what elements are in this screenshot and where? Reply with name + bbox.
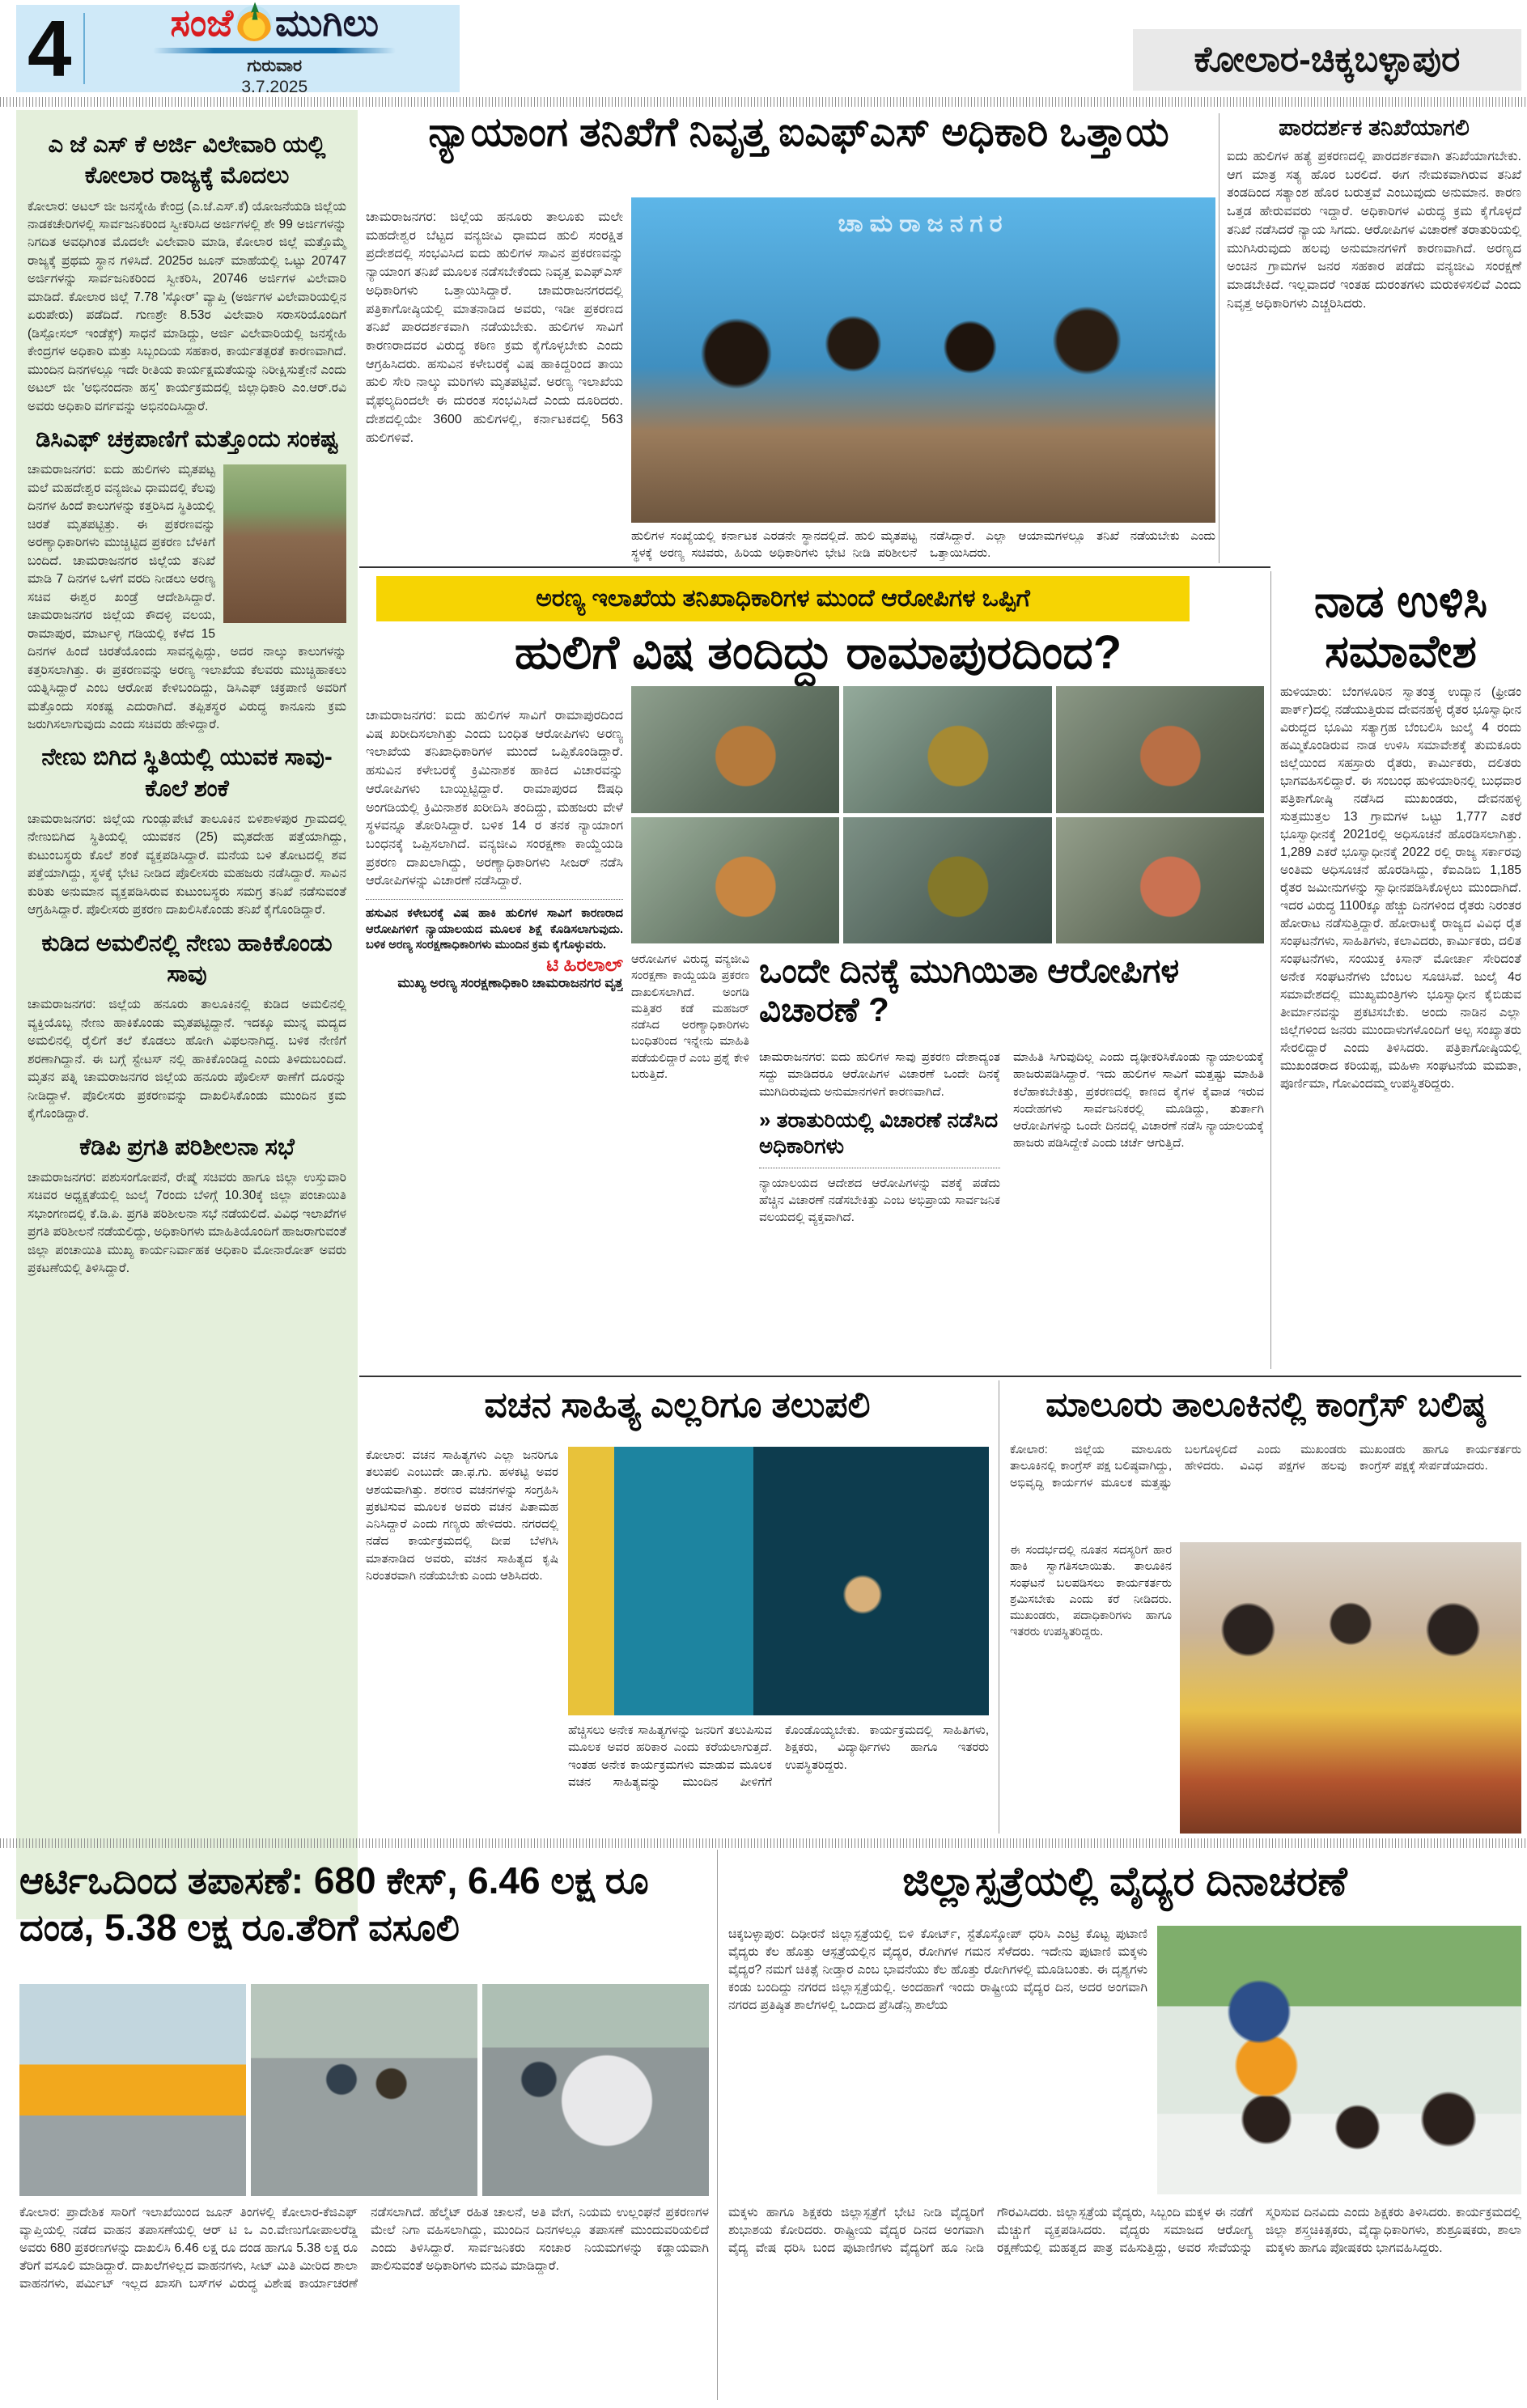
story1-headline: ಎ ಜೆ ಎಸ್ ಕೆ ಅರ್ಜಿ ವಿಲೇವಾರಿ ಯಲ್ಲಿ ಕೋಲಾರ ರಾಜ್ಯಕ್ಕೆ ಮೊದಲು xyxy=(48,132,326,189)
main-headline: ನ್ಯಾಯಾಂಗ ತನಿಖೆಗೆ ನಿವೃತ್ತ ಐಎಫ್ಎಸ್ ಅಧಿಕಾರಿ ಒತ್ತಾಯ xyxy=(428,109,1169,155)
tiger-photo-1 xyxy=(631,686,839,813)
rto-headline: ಆರ್ಟಿಒದಿಂದ ತಪಾಸಣೆ: 680 ಕೇಸ್, 6.46 ಲಕ್ಷ ರೂ ದಂಡ, 5.38 ಲಕ್ಷ ರೂ.ತೆರಿಗೆ ವಸೂಲಿ xyxy=(19,1859,649,1948)
bottom-section-rule xyxy=(0,1838,1527,1848)
page-number: 4 xyxy=(28,4,72,93)
story1-body: ಕೋಲಾರ: ಅಟಲ್ ಜೀ ಜನಸ್ನೇಹಿ ಕೇಂದ್ರ (ಎ.ಜೆ.ಎಸ್.ಕೆ) ಯೋಜನೆಯಡಿ ಜಿಲ್ಲೆಯ ನಾಡಕಚೇರಿಗಳಲ್ಲಿ ಸಾರ್ವಜನಿಕರಿಂದ ಸ್ವೀಕರಿಸಿದ ಅರ್ಜಿಗಳಲ್ಲಿ ಶೇ 99 ಅರ್ಜಿಗಳನ್ನು ನಿಗದಿತ ಅವಧಿಗಿಂತ ಮೊದಲೇ ವಿಲೇವಾರಿ ಮಾಡಿ, ಕೋಲಾರ ಜಿಲ್ಲೆ ಮತ್ತೊಮ್ಮೆ ರಾಜ್ಯಕ್ಕೆ ಪ್ರಥಮ ಸ್ಥಾನ ಗಳಿಸಿದೆ. 2025ರ ಜೂನ್ ಮಾಹೆಯಲ್ಲಿ ಒಟ್ಟು 20747 ಅರ್ಜಿಗಳನ್ನು ಸಾರ್ವಜನಿಕರಿಂದ ಸ್ವೀಕರಿಸಿ, 20746 ಅರ್ಜಿಗಳ ವಿಲೇವಾರಿ ಮಾಡಿದೆ. ಕೋಲಾರ ಜಿಲ್ಲೆ 7.78 'ಸ್ಕೋರ್' ವ್ಯಾಪ್ತಿ (ಅರ್ಜಿಗಳ ವಿಲೇವಾರಿಯಲ್ಲಿನ ಏರುಪೇರು) ಪಡೆದಿದೆ. ಗುಣಶ್ರೇ 8.53ರ ವಿಲೇವಾರಿ ಸರಾಸರಿಯೊಂದಿಗೆ (ಡಿಸ್ಪೋಸಲ್ ಇಂಡೆಕ್ಸ್) ಸಾಧನೆ ಮಾಡಿದ್ದು, ಅರ್ಜಿ ವಿಲೇವಾರಿಯಲ್ಲಿ ಜನಸ್ನೇಹಿ ಕೇಂದ್ರಗಳ ಅಧಿಕಾರಿ ಮತ್ತು ಸಿಬ್ಬಂದಿಯ ಸಹಕಾರ, ಕಾರ್ಯತತ್ಪರತೆ ಕಾರಣವಾಗಿದೆ. ಮುಂದಿನ ದಿನಗಳಲ್ಲೂ ಇದೇ ರೀತಿಯ ಕಾರ್ಯಕ್ಷಮತೆಯನ್ನು ನಿರೀಕ್ಷಿಸುತ್ತೇನೆ ಎಂದು ಅಟಲ್ ಜೀ 'ಅಭಿನಂದನಾ ಹಸ್ತ' ಕಾರ್ಯಕ್ರಮದಲ್ಲಿ ಜಿಲ್ಲಾಧಿಕಾರಿ ಎಂ.ಆರ್.ರವಿ ಅವರು ಅಧಿಕಾರಿ ವರ್ಗವನ್ನು ಅಭಿನಂದಿಸಿದ್ದಾರೆ. xyxy=(28,199,346,413)
header-rule xyxy=(0,97,1527,107)
tiger-byline: ಟಿ ಹಿರಲಾಲ್ xyxy=(546,953,623,975)
tiger-quote: ಹಸುವಿನ ಕಳೇಬರಕ್ಕೆ ವಿಷ ಹಾಕಿ ಹುಲಿಗಳ ಸಾವಿಗೆ ಕಾರಣರಾದ ಆರೋಪಿಗಳಿಗೆ ನ್ಯಾಯಾಲಯದ ಮೂಲಕ ಶಿಕ್ಷೆ ಕೊಡಿಸಲಾಗುವುದು. ಬಳಿಕ ಅರಣ್ಯ ಸಂರಕ್ಷಣಾಧಿಕಾರಿಗಳು ಮುಂದಿನ ಕ್ರಮ ಕೈಗೊಳ್ಳುವರು. xyxy=(366,907,623,952)
tiger-photo-2 xyxy=(843,686,1051,813)
garlanded-leaders-photo xyxy=(1180,1542,1521,1834)
masthead-divider xyxy=(83,13,85,84)
tiger-body-col1: ಚಾಮರಾಜನಗರ: ಐದು ಹುಲಿಗಳ ಸಾವಿಗೆ ರಾಮಾಪುರದಿಂದ ವಿಷ ಖರೀದಿಸಲಾಗಿತ್ತು ಎಂದು ಬಂಧಿತ ಆರೋಪಿಗಳು ಅರಣ್ಯ ಇಲಾಖೆಯ ತನಿಖಾಧಿಕಾರಿಗಳ ಮುಂದೆ ಒಪ್ಪಿಕೊಂಡಿದ್ದಾರೆ. ಹಸುವಿನ ಕಳೇಬರಕ್ಕೆ ಕ್ರಿಮಿನಾಶಕ ಹಾಕಿದ ವಿಚಾರವನ್ನು ಆರೋಪಿಗಳು ಬಾಯ್ಬಿಟ್ಟಿದ್ದಾರೆ. ರಾಮಾಪುರದ ಔಷಧಿ ಅಂಗಡಿಯಲ್ಲಿ ಕ್ರಿಮಿನಾಶಕ ಖರೀದಿಸಿ ತಂದಿದ್ದು, ಮಹಜರು ವೇಳೆ ಸ್ಥಳವನ್ನೂ ತೋರಿಸಿದ್ದಾರೆ. ಬಳಿಕ 14 ರ ತನಕ ನ್ಯಾಯಾಂಗ ಬಂಧನಕ್ಕೆ ಒಪ್ಪಿಸಲಾಗಿದೆ. ವನ್ಯಜೀವಿ ಸಂರಕ್ಷಣಾ ಕಾಯ್ದೆಯಡಿ ಪ್ರಕರಣ ದಾಖಲಾಗಿದ್ದು, ಅರಣ್ಯಾಧಿಕಾರಿಗಳು ಸೀಜರ್ ನಡೆಸಿ ಆರೋಪಿಗಳನ್ನು ವಿಚಾರಣೆ ನಡೆಸಿದ್ದಾರೆ. xyxy=(366,709,623,888)
paper-title-red: ಸಂಜೆ xyxy=(170,1,234,44)
vachana-body-under: ಹೆಚ್ಚಿಸಲು ಅನೇಕ ಸಾಹಿತ್ಯಗಳನ್ನು ಜನರಿಗೆ ತಲುಪಿಸುವ ಮೂಲಕ ಅವರ ಹರಿಕಾರ ಎಂದು ಕರೆಯಲಾಗುತ್ತದೆ. ಇಂತಹ ಅನೇಕ ಕಾರ್ಯಕ್ರಮಗಳು ಮಾಡುವ ಮೂಲಕ ವಚನ ಸಾಹಿತ್ಯವನ್ನು ಮುಂದಿನ ಪೀಳಿಗೆಗೆ ಕೊಂಡೊಯ್ಯಬೇಕು. ಕಾರ್ಯಕ್ರಮದಲ್ಲಿ ಸಾಹಿತಿಗಳು, ಶಿಕ್ಷಕರು, ವಿದ್ಯಾರ್ಥಿಗಳು ಹಾಗೂ ಇತರರು ಉಪಸ್ಥಿತರಿದ್ದರು. xyxy=(568,1723,989,1789)
masthead-title-block xyxy=(96,1,453,97)
doctors-body-more: ಮಕ್ಕಳು ಹಾಗೂ ಶಿಕ್ಷಕರು ಜಿಲ್ಲಾಸ್ಪತ್ರೆಗೆ ಭೇಟಿ ನೀಡಿ ವೈದ್ಯರಿಗೆ ಶುಭಾಶಯ ಕೋರಿದರು. ರಾಷ್ಟ್ರೀಯ ವೈದ್ಯರ ದಿನದ ಅಂಗವಾಗಿ ವೈದ್ಯ ವೇಷ ಧರಿಸಿ ಬಂದ ಪುಟಾಣಿಗಳು ವೈದ್ಯರಿಗೆ ಹೂ ನೀಡಿ ಗೌರವಿಸಿದರು. ಜಿಲ್ಲಾಸ್ಪತ್ರೆಯ ವೈದ್ಯರು, ಸಿಬ್ಬಂದಿ ಮಕ್ಕಳ ಈ ನಡೆಗೆ ಮೆಚ್ಚುಗೆ ವ್ಯಕ್ತಪಡಿಸಿದರು. ವೈದ್ಯರು ಸಮಾಜದ ಆರೋಗ್ಯ ರಕ್ಷಣೆಯಲ್ಲಿ ಮಹತ್ವದ ಪಾತ್ರ ವಹಿಸುತ್ತಿದ್ದು, ಅವರ ಸೇವೆಯನ್ನು ಸ್ಮರಿಸುವ ದಿನವಿದು ಎಂದು ಶಿಕ್ಷಕರು ತಿಳಿಸಿದರು. ಕಾರ್ಯಕ್ರಮದಲ್ಲಿ ಜಿಲ್ಲಾ ಶಸ್ತ್ರಚಿಕಿತ್ಸಕರು, ವೈದ್ಯಾಧಿಕಾರಿಗಳು, ಶುಶ್ರೂಷಕರು, ಶಾಲಾ ಮಕ್ಕಳು ಹಾಗೂ ಪೋಷಕರು ಭಾಗವಹಿಸಿದ್ದರು. xyxy=(728,2206,1521,2255)
tiger-body-sub2a: ಚಾಮರಾಜನಗರ: ಐದು ಹುಲಿಗಳ ಸಾವು ಪ್ರಕರಣ ದೇಶಾದ್ಯಂತ ಸದ್ದು ಮಾಡಿದರೂ ಆರೋಪಿಗಳ ವಿಚಾರಣೆ ಒಂದೇ ದಿನಕ್ಕೆ ಮುಗಿದಿರುವುದು ಅನುಮಾನಗಳಿಗೆ ಕಾರಣವಾಗಿದೆ. xyxy=(759,1050,1000,1099)
story3-headline: ನೇಣು ಬಿಗಿದ ಸ್ಥಿತಿಯಲ್ಲಿ ಯುವಕ ಸಾವು- ಕೊಲೆ ಶಂಕೆ xyxy=(41,744,333,802)
tiger-carcass-photo-grid xyxy=(631,686,1264,943)
story4-headline: ಕುಡಿದ ಅಮಲಿನಲ್ಲಿ ನೇಣು ಹಾಕಿಕೊಂಡು ಸಾವು xyxy=(41,930,333,988)
tiger-photo-3 xyxy=(1056,686,1264,813)
naada-headline: ನಾಡ ಉಳಿಸಿ ಸಮಾವೇಶ xyxy=(1313,576,1488,676)
story2-body-wrap xyxy=(28,461,346,734)
press-meet-photo xyxy=(631,197,1215,523)
maluru-body-side: ಈ ಸಂದರ್ಭದಲ್ಲಿ ನೂತನ ಸದಸ್ಯರಿಗೆ ಹಾರ ಹಾಕಿ ಸ್ವಾಗತಿಸಲಾಯಿತು. ತಾಲೂಕಿನ ಸಂಘಟನೆ ಬಲಪಡಿಸಲು ಕಾರ್ಯಕರ್ತರು ಶ್ರಮಿಸಬೇಕು ಎಂದು ಕರೆ ನೀಡಿದರು. ಮುಖಂಡರು, ಪದಾಧಿಕಾರಿಗಳು ಹಾಗೂ ಇತರರು ಉಪಸ್ಥಿತರಿದ್ದರು. xyxy=(1010,1544,1172,1639)
doctors-body-col1: ಚಿಕ್ಕಬಳ್ಳಾಪುರ: ದಿಢೀರನೆ ಜಿಲ್ಲಾಸ್ಪತ್ರೆಯಲ್ಲಿ ಬಿಳಿ ಕೋರ್ಟ್, ಸ್ಟೆತೊಸ್ಕೋಪ್ ಧರಿಸಿ ಎಂಟ್ರಿ ಕೊಟ್ಟ ಪುಟಾಣಿ ವೈದ್ಯರು ಕೆಲ ಹೊತ್ತು ಆಸ್ಪತ್ರೆಯಲ್ಲಿನ ವೈದ್ಯರ, ರೋಗಿಗಳ ಗಮನ ಸೆಳೆದರು. ಇದೇನು ಪುಟಾಣಿ ಮಕ್ಕಳು ವೈದ್ಯರ? ನಮಗೆ ಚಿಕಿತ್ಸೆ ನೀಡ್ತಾರ ಎಂಬ ಭಾವನೆಯು ಕೆಲ ಹೊತ್ತು ರೋಗಿಗಳಲ್ಲಿ ಮೂಡಿಬಂತು. ಈ ದೃಶ್ಯಗಳು ಕಂಡು ಬಂದಿದ್ದು ನಗರದ ಜಿಲ್ಲಾಸ್ಪತ್ರೆಯಲ್ಲಿ. ಅಂದಹಾಗೆ ಇಂದು ರಾಷ್ಟ್ರೀಯ ವೈದ್ಯರ ದಿನ, ಅದರ ಅಂಗವಾಗಿ ನಗರದ ಪ್ರತಿಷ್ಠಿತ ಶಾಲೆಗಳಲ್ಲಿ ಒಂದಾದ ಪ್ರೆಸಿಡೆನ್ಸಿ ಶಾಲೆಯ xyxy=(728,1927,1147,2012)
lamp-lighting-photo xyxy=(568,1447,989,1715)
maluru-body-top: ಕೋಲಾರ: ಜಿಲ್ಲೆಯ ಮಾಲೂರು ತಾಲೂಕಿನಲ್ಲಿ ಕಾಂಗ್ರೆಸ್ ಪಕ್ಷ ಬಲಿಷ್ಠವಾಗಿದ್ದು, ಅಭಿವೃದ್ಧಿ ಕಾರ್ಯಗಳ ಮೂಲಕ ಮತ್ತಷ್ಟು ಬಲಗೊಳ್ಳಲಿದೆ ಎಂದು ಮುಖಂಡರು ಹೇಳಿದರು. ವಿವಿಧ ಪಕ್ಷಗಳ ಹಲವು ಮುಖಂಡರು ಹಾಗೂ ಕಾರ್ಯಕರ್ತರು ಕಾಂಗ್ರೆಸ್ ಪಕ್ಷಕ್ಕೆ ಸೇರ್ಪಡೆಯಾದರು. xyxy=(1010,1444,1521,1490)
pullquote-text: ತರಾತುರಿಯಲ್ಲಿ ವಿಚಾರಣೆ ನಡೆಸಿದ ಅಧಿಕಾರಿಗಳು xyxy=(759,1107,999,1159)
tiger-sub2-colA xyxy=(759,1049,1000,1346)
left-news-column xyxy=(16,110,358,1919)
main-right-subhead: ಪಾರದರ್ಶಕ ತನಿಖೆಯಾಗಲಿ xyxy=(1279,115,1470,140)
vachana-headline: ವಚನ ಸಾಹಿತ್ಯ ಎಲ್ಲರಿಗೂ ತಲುಪಲಿ xyxy=(484,1385,871,1425)
main-right-column xyxy=(1227,115,1521,563)
tiger-body-sub2b: ಮಾಹಿತಿ ಸಿಗುವುದಿಲ್ಲ ಎಂದು ದೃಢೀಕರಿಸಿಕೊಂಡು ನ್ಯಾಯಾಲಯಕ್ಕೆ ಹಾಜರುಪಡಿಸಿದ್ದಾರೆ. ಇದು ಹುಲಿಗಳ ಸಾವಿಗೆ ಮತ್ತಷ್ಟು ಮಾಹಿತಿ ಕಲೆಹಾಕಬೇಕಿತ್ತು, ಪ್ರಕರಣದಲ್ಲಿ ಕಾಣದ ಕೈಗಳ ಕೈವಾಡ ಇರುವ ಸಂದೇಹಗಳು ಸಾರ್ವಜನಿಕರಲ್ಲಿ ಮೂಡಿದ್ದು, ತುರ್ತಾಗಿ ಆರೋಪಿಗಳನ್ನು ಒಂದೇ ದಿನದಲ್ಲಿ ವಿಚಾರಣೆ ನಡೆಸಿ ನ್ಯಾಯಾಲಯಕ್ಕೆ ಹಾಜರು ಪಡಿಸಿದ್ದೇಕೆ ಎಂದು ಚರ್ಚೆ ಆಗುತ್ತಿದೆ. xyxy=(1013,1050,1264,1151)
main-body-col1: ಚಾಮರಾಜನಗರ: ಜಿಲ್ಲೆಯ ಹನೂರು ತಾಲೂಕು ಮಲೇ ಮಹದೇಶ್ವರ ಬೆಟ್ಟದ ವನ್ಯಜೀವಿ ಧಾಮದ ಹುಲಿ ಸಂರಕ್ಷಿತ ಪ್ರದೇಶದಲ್ಲಿ ಸಂಭವಿಸಿದ ಐದು ಹುಲಿಗಳ ಸಾವಿನ ಪ್ರಕರಣವನ್ನು ನ್ಯಾಯಾಂಗ ತನಿಖೆ ಮೂಲಕ ನಡೆಸಬೇಕೆಂದು ನಿವೃತ್ತ ಐಎಫ್ಎಸ್ ಅಧಿಕಾರಿಗಳು ಒತ್ತಾಯಿಸಿದ್ದಾರೆ. ಚಾಮರಾಜನಗರದಲ್ಲಿ ಪತ್ರಿಕಾಗೋಷ್ಠಿಯಲ್ಲಿ ಮಾತನಾಡಿದ ಅವರು, ಇಡೀ ಪ್ರಕರಣದ ತನಿಖೆ ಪಾರದರ್ಶಕವಾಗಿ ನಡೆಯಬೇಕು. ಹುಲಿಗಳ ಸಾವಿಗೆ ಕಾರಣರಾದವರ ವಿರುದ್ಧ ಕಠಿಣ ಕ್ರಮ ಕೈಗೊಳ್ಳಬೇಕು ಎಂದು ಆಗ್ರಹಿಸಿದರು. ಹಸುವಿನ ಕಳೇಬರಕ್ಕೆ ವಿಷ ಹಾಕಿದ್ದರಿಂದ ತಾಯಿ ಹುಲಿ ಸೇರಿ ನಾಲ್ಕು ಮರಿಗಳು ಮೃತಪಟ್ಟಿವೆ. ಅರಣ್ಯ ಇಲಾಖೆಯ ವೈಫಲ್ಯದಿಂದಲೇ ಈ ದುರಂತ ಸಂಭವಿಸಿದೆ ಎಂದು ದೂರಿದರು. ದೇಶದಲ್ಲಿಯೇ 3600 ಹುಲಿಗಳಲ್ಲಿ, ಕರ್ನಾಟಕದಲ್ಲಿ 563 ಹುಲಿಗಳಿವೆ. xyxy=(366,210,623,445)
vehicle-inspection-photo-2 xyxy=(482,1984,709,2196)
story2-body: ಚಾಮರಾಜನಗರ: ಐದು ಹುಲಿಗಳು ಮೃತಪಟ್ಟ ಮಲೆ ಮಹದೇಶ್ವರ ವನ್ಯಜೀವಿ ಧಾಮದಲ್ಲಿ ಕೆಲವು ದಿನಗಳ ಹಿಂದೆ ಕಾಲುಗಳನ್ನು ಕತ್ತರಿಸಿದ ಸ್ಥಿತಿಯಲ್ಲಿ ಚಿರತೆ ಮೃತಪಟ್ಟಿತ್ತು. ಈ ಪ್ರಕರಣವನ್ನು ಅರಣ್ಯಾಧಿಕಾರಿಗಳು ಮುಚ್ಚಿಟ್ಟಿದ ಪ್ರಕರಣ ಬೆಳಕಿಗೆ ಬಂದಿದೆ. ಚಾಮರಾಜನಗರ ಜಿಲ್ಲೆಯ ತನಿಖೆ ಮಾಡಿ 7 ದಿನಗಳ ಒಳಗೆ ವರದಿ ನೀಡಲು ಅರಣ್ಯ ಸಚಿವ ಈಶ್ವರ ಖಂಡ್ರೆ ಆದೇಶಿಸಿದ್ದಾರೆ. ಚಾಮರಾಜನಗರ ಜಿಲ್ಲೆಯ ಕೌದಳ್ಳಿ ವಲಯ, ರಾಮಾಪುರ, ಮಾರ್ಟಳ್ಳಿ ಗಡಿಯಲ್ಲಿ ಕಳೆದ 15 ದಿನಗಳ ಹಿಂದೆ ಚಿರತೆಯೊಂದು ಸಾವನ್ನಪ್ಪಿದ್ದು, ಅದರ ನಾಲ್ಕು ಕಾಲುಗಳನ್ನು ಕತ್ತರಿಸಲಾಗಿತ್ತು. ಈ ಪ್ರಕರಣವನ್ನು ಅರಣ್ಯ ಇಲಾಖೆಯ ಕೆಲವರು ಮುಚ್ಚಿಹಾಕಲು ಯತ್ನಿಸಿದ್ದಾರೆ ಎಂಬ ಆರೋಪ ಕೇಳಿಬಂದಿದ್ದು, ಡಿಸಿಎಫ್ ಚಕ್ರಪಾಣಿ ಅವರಿಗೆ ಮತ್ತೊಂದು ಸಂಕಷ್ಟ ಎದುರಾಗಿದೆ. ತಪ್ಪಿತಸ್ಥರ ವಿರುದ್ಧ ಕಾನೂನು ಕ್ರಮ ಜರುಗಿಸಲಾಗುವುದು ಎಂದು ಸಚಿವರು ಹೇಳಿದ್ದಾರೆ. xyxy=(28,463,346,731)
official-portrait-photo xyxy=(223,464,346,623)
tiger-body-narrow: ಆರೋಪಿಗಳ ವಿರುದ್ಧ ವನ್ಯಜೀವಿ ಸಂರಕ್ಷಣಾ ಕಾಯ್ದೆಯಡಿ ಪ್ರಕರಣ ದಾಖಲಿಸಲಾಗಿದೆ. ಅಂಗಡಿ ಮತ್ತಿತರ ಕಡೆ ಮಹಜರ್ ನಡೆಸಿದ ಅರಣ್ಯಾಧಿಕಾರಿಗಳು ಬಂಧಿತರಿಂದ ಇನ್ನೇನು ಮಾಹಿತಿ ಪಡೆಯಲಿದ್ದಾರೆ ಎಂಬ ಪ್ರಶ್ನೆ ಕೇಳಿ ಬರುತ್ತಿದೆ. xyxy=(631,953,749,1082)
story2-headline: ಡಿಸಿಎಫ್ ಚಕ್ರಪಾಣಿಗೆ ಮತ್ತೊಂದು ಸಂಕಷ್ಟ xyxy=(36,426,338,453)
edition-label: ಕೋಲಾರ-ಚಿಕ್ಕಬಳ್ಳಾಪುರ xyxy=(1133,29,1521,91)
maluru-headline: ಮಾಲೂರು ತಾಲೂಕಿನಲ್ಲಿ ಕಾಂಗ್ರೆಸ್ ಬಲಿಷ್ಠ xyxy=(1046,1385,1486,1423)
naada-body: ಹುಳಿಯಾರು: ಬೆಂಗಳೂರಿನ ಸ್ವಾತಂತ್ರ್ಯ ಉದ್ಯಾನ (ಫ್ರೀಡಂ ಪಾರ್ಕ್)ದಲ್ಲಿ ನಡೆಯುತ್ತಿರುವ ದೇವನಹಳ್ಳಿ ರೈತರ ಭೂಸ್ವಾಧೀನ ವಿರುದ್ಧದ ಭೂಮಿ ಸತ್ಯಾಗ್ರಹ ಬೆಂಬಲಿಸಿ ಜುಲೈ 4 ರಂದು ಹಮ್ಮಿಕೊಂಡಿರುವ ನಾಡ ಉಳಿಸಿ ಸಮಾವೇಶಕ್ಕೆ ತುಮಕೂರು ಜಿಲ್ಲೆಯಿಂದ ಸಹಸ್ರಾರು ರೈತರು, ಕಾರ್ಮಿಕರು, ದಲಿತರು ಭಾಗವಹಿಸಲಿದ್ದಾರೆ. ಈ ಸಂಬಂಧ ಹುಳಿಯಾರಿನಲ್ಲಿ ಬುಧವಾರ ಪತ್ರಿಕಾಗೋಷ್ಠಿ ನಡೆಸಿದ ಮುಖಂಡರು, ದೇವನಹಳ್ಳಿ ಸುತ್ತಮುತ್ತಲ 13 ಗ್ರಾಮಗಳ ಒಟ್ಟು 1,777 ಎಕರೆ ಭೂಸ್ವಾಧೀನಕ್ಕೆ 2021ರಲ್ಲಿ ಅಧಿಸೂಚನೆ ಹೊರಡಿಸಲಾಗಿತ್ತು. 1,289 ಎಕರೆ ಭೂಸ್ವಾಧೀನಕ್ಕೆ 2022 ರಲ್ಲಿ ರಾಜ್ಯ ಸರ್ಕಾರವು ಅಂತಿಮ ಅಧಿಸೂಚನೆ ಹೊರಡಿಸಿದ್ದು, ಕೆಐಎಡಿಬಿ 1,185 ರೈತರ ಜಮೀನುಗಳನ್ನು ಸ್ವಾಧೀನಪಡಿಸಿಕೊಳ್ಳಲು ಮುಂದಾಗಿದೆ. ಇದರ ವಿರುದ್ಧ 1100ಕ್ಕೂ ಹೆಚ್ಚು ದಿನಗಳಿಂದ ರೈತರು ನಿರಂತರ ಹೋರಾಟ ನಡೆಸುತ್ತಿದ್ದಾರೆ. ಹೋರಾಟಕ್ಕೆ ರಾಜ್ಯದ ವಿವಿಧ ರೈತ ಸಂಘಟನೆಗಳು, ಸಾಹಿತಿಗಳು, ಕಲಾವಿದರು, ಕಾರ್ಮಿಕರು, ದಲಿತ ಸಂಘಟನೆಗಳು, ಸಂಯುಕ್ತ ಕಿಸಾನ್ ಮೋರ್ಚಾ ಸೇರಿದಂತೆ ಅನೇಕ ಸಂಘಟನೆಗಳು ಬೆಂಬಲ ಸೂಚಿಸಿವೆ. ಜುಲೈ 4ರ ಸಮಾವೇಶದಲ್ಲಿ ಮುಖ್ಯಮಂತ್ರಿಗಳು ಭೂಸ್ವಾಧೀನ ಕೈಬಿಡುವ ತೀರ್ಮಾನವನ್ನು ಪ್ರಕಟಿಸಬೇಕು. ಅಂದು ನಾಡಿನ ಎಲ್ಲಾ ಜಿಲ್ಲೆಗಳಿಂದ ಜನರು ಮುಂದಾಳುಗಳೊಂದಿಗೆ ಅಲ್ಪ ಸಂಖ್ಯಾತರು ಸೇರಲಿದ್ದಾರೆ ಎಂದು ತಿಳಿಸಿದರು. ಪತ್ರಿಕಾಗೋಷ್ಠಿಯಲ್ಲಿ ಮುಖಂಡರಾದ ಕರಿಯಪ್ಪ, ಮಹಿಳಾ ಸಂಘಟನೆಯ ಮಮತಾ, ಪೂರ್ಣಿಮಾ, ಗೋವಿಂದಮ್ಮ ಉಪಸ್ಥಿತರಿದ್ದರು. xyxy=(1280,685,1521,1092)
tiger-photo-4 xyxy=(631,817,839,944)
rto-photo-strip xyxy=(19,1984,709,2196)
masthead-day: ಗುರುವಾರ xyxy=(247,56,303,75)
bottom-divider xyxy=(717,1850,718,2400)
tiger-col1 xyxy=(366,707,623,1346)
photo-backdrop-text: ಚಾಮರಾಜನಗರ xyxy=(838,210,1009,237)
vachana-body-col1: ಕೋಲಾರ: ವಚನ ಸಾಹಿತ್ಯಗಳು ಎಲ್ಲಾ ಜನರಿಗೂ ತಲುಪಲಿ ಎಂಬುದೇ ಡಾ.ಫ.ಗು. ಹಳಕಟ್ಟಿ ಅವರ ಆಶಯವಾಗಿತ್ತು. ಶರಣರ ವಚನಗಳನ್ನು ಸಂಗ್ರಹಿಸಿ ಪ್ರಕಟಿಸುವ ಮೂಲಕ ಅವರು ವಚನ ಪಿತಾಮಹ ಎನಿಸಿದ್ದಾರೆ ಎಂದು ಗಣ್ಯರು ಹೇಳಿದರು. ನಗರದಲ್ಲಿ ನಡೆದ ಕಾರ್ಯಕ್ರಮದಲ್ಲಿ ದೀಪ ಬೆಳಗಿಸಿ ಮಾತನಾಡಿದ ಅವರು, ವಚನ ಸಾಹಿತ್ಯದ ಕೃಷಿ ನಿರಂತರವಾಗಿ ನಡೆಯಬೇಕು ಎಂದು ಆಶಿಸಿದರು. xyxy=(366,1448,558,1583)
tiger-byline-title: ಮುಖ್ಯ ಅರಣ್ಯ ಸಂರಕ್ಷಣಾಧಿಕಾರಿ ಚಾಮರಾಜನಗರ ವೃತ್ತ xyxy=(397,975,623,990)
bus-check-photo xyxy=(19,1984,246,2196)
paper-title-black: ಮುಗಿಲು xyxy=(275,1,380,44)
masthead-underline xyxy=(153,48,396,53)
tiger-quote-block xyxy=(366,899,623,991)
main-right-body: ಐದು ಹುಲಿಗಳ ಹತ್ಯೆ ಪ್ರಕರಣದಲ್ಲಿ ಪಾರದರ್ಶಕವಾಗಿ ತನಿಖೆಯಾಗಬೇಕು. ಆಗ ಮಾತ್ರ ಸತ್ಯ ಹೊರ ಬರಲಿದೆ. ಈಗ ನೇಮಕವಾಗಿರುವ ತನಿಖೆ ತಂಡದಿಂದ ಸತ್ಯಾಂಶ ಹೊರ ಬರುತ್ತವೆ ಎಂಬುವುದು ಅನುಮಾನ. ಕಾರಣ ಒತ್ತಡ ಹೇರುವವರು ಇದ್ದಾರೆ. ಅಧಿಕಾರಿಗಳ ವಿರುದ್ಧ ಕ್ರಮ ಕೈಗೊಳ್ಳದೆ ತನಿಖೆ ನಡೆಸಿದರೆ ನ್ಯಾಯ ಸಿಗದು. ಆರೋಪಿಗಳ ವಿಚಾರಣೆ ತರಾತುರಿಯಲ್ಲಿ ಮುಗಿಸಿರುವುದು ಹಲವು ಅನುಮಾನಗಳಿಗೆ ಕಾರಣವಾಗಿದೆ. ಅರಣ್ಯದ ಅಂಚಿನ ಗ್ರಾಮಗಳ ಜನರ ಸಹಕಾರ ಪಡೆದು ವನ್ಯಜೀವಿ ಸಂರಕ್ಷಣೆ ಮಾಡಬೇಕಿದೆ. ಇಲ್ಲವಾದರೆ ಇಂತಹ ದುರಂತಗಳು ಮರುಕಳಿಸಲಿವೆ ಎಂದು ನಿವೃತ್ತ ಅಧಿಕಾರಿಗಳು ಎಚ್ಚರಿಸಿದರು. xyxy=(1227,150,1521,311)
tiger-body-sub2a2: ನ್ಯಾಯಾಲಯದ ಆದೇಶದ ಆರೋಪಿಗಳನ್ನು ವಶಕ್ಕೆ ಪಡೆದು ಹೆಚ್ಚಿನ ವಿಚಾರಣೆ ನಡೆಸಬೇಕಿತ್ತು ಎಂಬ ಅಭಿಪ್ರಾಯ ಸಾರ್ವಜನಿಕ ವಲಯದಲ್ಲಿ ವ್ಯಕ್ತವಾಗಿದೆ. xyxy=(759,1176,1000,1225)
story5-body: ಚಾಮರಾಜನಗರ: ಪಶುಸಂಗೋಪನೆ, ರೇಷ್ಮೆ ಸಚಿವರು ಹಾಗೂ ಜಿಲ್ಲಾ ಉಸ್ತುವಾರಿ ಸಚಿವರ ಅಧ್ಯಕ್ಷತೆಯಲ್ಲಿ ಜುಲೈ 7ರಂದು ಬೆಳಿಗ್ಗೆ 10.30ಕ್ಕೆ ಜಿಲ್ಲಾ ಪಂಚಾಯಿತಿ ಸಭಾಂಗಣದಲ್ಲಿ ಕೆ.ಡಿ.ಪಿ. ಪ್ರಗತಿ ಪರಿಶೀಲನಾ ಸಭೆ ನಡೆಯಲಿದೆ. ವಿವಿಧ ಇಲಾಖೆಗಳ ಪ್ರಗತಿ ಪರಿಶೀಲನೆ ನಡೆಯಲಿದ್ದು, ಅಧಿಕಾರಿಗಳು ಮಾಹಿತಿಯೊಂದಿಗೆ ಹಾಜರಾಗುವಂತೆ ಜಿಲ್ಲಾ ಪಂಚಾಯಿತಿ ಮುಖ್ಯ ಕಾರ್ಯನಿರ್ವಾಹಕ ಅಧಿಕಾರಿ ಮೋನಾರೋತ್ ಅವರು ಪ್ರಕಟಣೆಯಲ್ಲಿ ತಿಳಿಸಿದ್ದಾರೆ. xyxy=(28,1170,347,1276)
sun-palm-logo-icon xyxy=(236,6,272,41)
tiger-headline: ಹುಲಿಗೆ ವಿಷ ತಂದಿದ್ದು ರಾಮಾಪುರದಿಂದ? xyxy=(514,626,1122,679)
masthead xyxy=(16,1,460,96)
section-rule-1 xyxy=(359,566,1270,568)
naada-divider xyxy=(1270,571,1271,1369)
tiger-photo-5 xyxy=(843,817,1051,944)
story3-body: ಚಾಮರಾಜನಗರ: ಜಿಲ್ಲೆಯ ಗುಂಡ್ಲುಪೇಟೆ ತಾಲೂಕಿನ ಬಿಳಿಶಾಳಪುರ ಗ್ರಾಮದಲ್ಲಿ ನೇಣುಬಿಗಿದ ಸ್ಥಿತಿಯಲ್ಲಿ ಯುವಕನ (25) ಮೃತದೇಹ ಪತ್ತೆಯಾಗಿದ್ದು, ಕುಟುಂಬಸ್ಥರು ಕೊಲೆ ಶಂಕೆ ವ್ಯಕ್ತಪಡಿಸಿದ್ದಾರೆ. ಮನೆಯ ಬಳಿ ತೋಟದಲ್ಲಿ ಶವ ಪತ್ತೆಯಾಗಿದ್ದು, ಸ್ಥಳಕ್ಕೆ ಭೇಟಿ ನೀಡಿದ ಪೊಲೀಸರು ಮಹಜರು ನಡೆಸಿದ್ದಾರೆ. ಸಾವಿನ ಕುರಿತು ಅನುಮಾನ ವ್ಯಕ್ತಪಡಿಸಿರುವ ಕುಟುಂಬಸ್ಥರು ಸಮಗ್ರ ತನಿಖೆ ನಡೆಸುವಂತೆ ಆಗ್ರಹಿಸಿದ್ದಾರೆ. ಪೊಲೀಸರು ಪ್ರಕರಣ ದಾಖಲಿಸಿಕೊಂಡು ತನಿಖೆ ಕೈಗೊಂಡಿದ್ದಾರೆ. xyxy=(28,812,346,918)
section-rule-2 xyxy=(359,1376,1521,1377)
masthead-date: 3.7.2025 xyxy=(241,77,308,96)
rto-body: ಕೋಲಾರ: ಪ್ರಾದೇಶಿಕ ಸಾರಿಗೆ ಇಲಾಖೆಯಿಂದ ಜೂನ್ ತಿಂಗಳಲ್ಲಿ ಕೋಲಾರ-ಕೆಜಿಎಫ್ ವ್ಯಾಪ್ತಿಯಲ್ಲಿ ನಡೆದ ವಾಹನ ತಪಾಸಣೆಯಲ್ಲಿ ಆರ್ ಟಿ ಒ ಎಂ.ವೇಣುಗೋಪಾಲರೆಡ್ಡಿ ಅವರು 680 ಪ್ರಕರಣಗಳನ್ನು ದಾಖಲಿಸಿ 6.46 ಲಕ್ಷ ರೂ ದಂಡ ಹಾಗೂ 5.38 ಲಕ್ಷ ರೂ ತೆರಿಗೆ ವಸೂಲಿ ಮಾಡಿದ್ದಾರೆ. ದಾಖಲೆಗಳಿಲ್ಲದ ವಾಹನಗಳು, ಸೀಟ್ ಮಿತಿ ಮೀರಿದ ಶಾಲಾ ವಾಹನಗಳು, ಪರ್ಮಿಟ್ ಇಲ್ಲದ ಖಾಸಗಿ ಬಸ್‌ಗಳ ವಿರುದ್ಧ ವಿಶೇಷ ಕಾರ್ಯಾಚರಣೆ ನಡೆಸಲಾಗಿದೆ. ಹೆಲ್ಮೆಟ್ ರಹಿತ ಚಾಲನೆ, ಅತಿ ವೇಗ, ನಿಯಮ ಉಲ್ಲಂಘನೆ ಪ್ರಕರಣಗಳ ಮೇಲೆ ನಿಗಾ ವಹಿಸಲಾಗಿದ್ದು, ಮುಂದಿನ ದಿನಗಳಲ್ಲೂ ತಪಾಸಣೆ ಮುಂದುವರಿಯಲಿದೆ ಎಂದು ತಿಳಿಸಿದ್ದಾರೆ. ಸಾರ್ವಜನಿಕರು ಸಂಚಾರ ನಿಯಮಗಳನ್ನು ಕಡ್ಡಾಯವಾಗಿ ಪಾಲಿಸುವಂತೆ ಅಧಿಕಾರಿಗಳು ಮನವಿ ಮಾಡಿದ್ದಾರೆ. xyxy=(19,2206,709,2291)
tiger-photo-6 xyxy=(1056,817,1264,944)
tiger-kicker: ಅರಣ್ಯ ಇಲಾಖೆಯ ತನಿಖಾಧಿಕಾರಿಗಳ ಮುಂದೆ ಆರೋಪಿಗಳ ಒಪ್ಪಿಗೆ xyxy=(376,576,1190,621)
pullquote-marker-icon: » xyxy=(759,1107,771,1132)
story5-headline: ಕೆಡಿಪಿ ಪ್ರಗತಿ ಪರಿಶೀಲನಾ ಸಭೆ xyxy=(79,1134,295,1160)
tiger-pullquote xyxy=(759,1107,1000,1168)
kids-doctors-day-photo xyxy=(1157,1926,1521,2194)
naada-column xyxy=(1280,576,1521,1369)
vehicle-inspection-photo-1 xyxy=(251,1984,477,2196)
main-body-under-photo: ಹುಲಿಗಳ ಸಂಖ್ಯೆಯಲ್ಲಿ ಕರ್ನಾಟಕ ಎರಡನೇ ಸ್ಥಾನದಲ್ಲಿದೆ. ಹುಲಿ ಮೃತಪಟ್ಟ ಸ್ಥಳಕ್ಕೆ ಅರಣ್ಯ ಸಚಿವರು, ಹಿರಿಯ ಅಧಿಕಾರಿಗಳು ಭೇಟಿ ನೀಡಿ ಪರಿಶೀಲನೆ ನಡೆಸಿದ್ದಾರೆ. ಎಲ್ಲಾ ಆಯಾಮಗಳಲ್ಲೂ ತನಿಖೆ ನಡೆಯಬೇಕು ಎಂದು ಒತ್ತಾಯಿಸಿದರು. xyxy=(631,529,1215,561)
doctors-headline: ಜಿಲ್ಲಾಸ್ಪತ್ರೆಯಲ್ಲಿ ವೈದ್ಯರ ದಿನಾಚರಣೆ xyxy=(902,1859,1347,1904)
story4-body: ಚಾಮರಾಜನಗರ: ಜಿಲ್ಲೆಯ ಹನೂರು ತಾಲೂಕಿನಲ್ಲಿ ಕುಡಿದ ಅಮಲಿನಲ್ಲಿ ವ್ಯಕ್ತಿಯೊಬ್ಬ ನೇಣು ಹಾಕಿಕೊಂಡು ಮೃತಪಟ್ಟಿದ್ದಾನೆ. ಇದಕ್ಕೂ ಮುನ್ನ ಮದ್ಯದ ಅಮಲಿನಲ್ಲಿ ರೈಲಿಗೆ ತಲೆ ಕೊಡಲು ಹೋಗಿ ವಿಫಲನಾಗಿದ್ದ. ಬಳಿಕ ನೇಣಿಗೆ ಶರಣಾಗಿದ್ದಾನೆ. ಈ ಬಗ್ಗೆ ಸ್ಟೇಟಸ್ ನಲ್ಲಿ ಹಾಕಿಕೊಂಡಿದ್ದ ಎಂದು ತಿಳಿದುಬಂದಿದೆ. ಮೃತನ ಪತ್ನಿ ಚಾಮರಾಜನಗರ ಜಿಲ್ಲೆಯ ಹನೂರು ಪೊಲೀಸ್ ಠಾಣೆಗೆ ದೂರನ್ನು ನೀಡಿದ್ದಾಳೆ. ಪೊಲೀಸರು ಪ್ರಕರಣವನ್ನು ದಾಖಲಿಸಿಕೊಂಡು ಮುಂದಿನ ಕ್ರಮ ಕೈಗೊಂಡಿದ್ದಾರೆ. xyxy=(28,998,346,1121)
tiger-subhead2: ಒಂದೇ ದಿನಕ್ಕೆ ಮುಗಿಯಿತಾ ಆರೋಪಿಗಳ ವಿಚಾರಣೆ ? xyxy=(759,952,1180,1029)
